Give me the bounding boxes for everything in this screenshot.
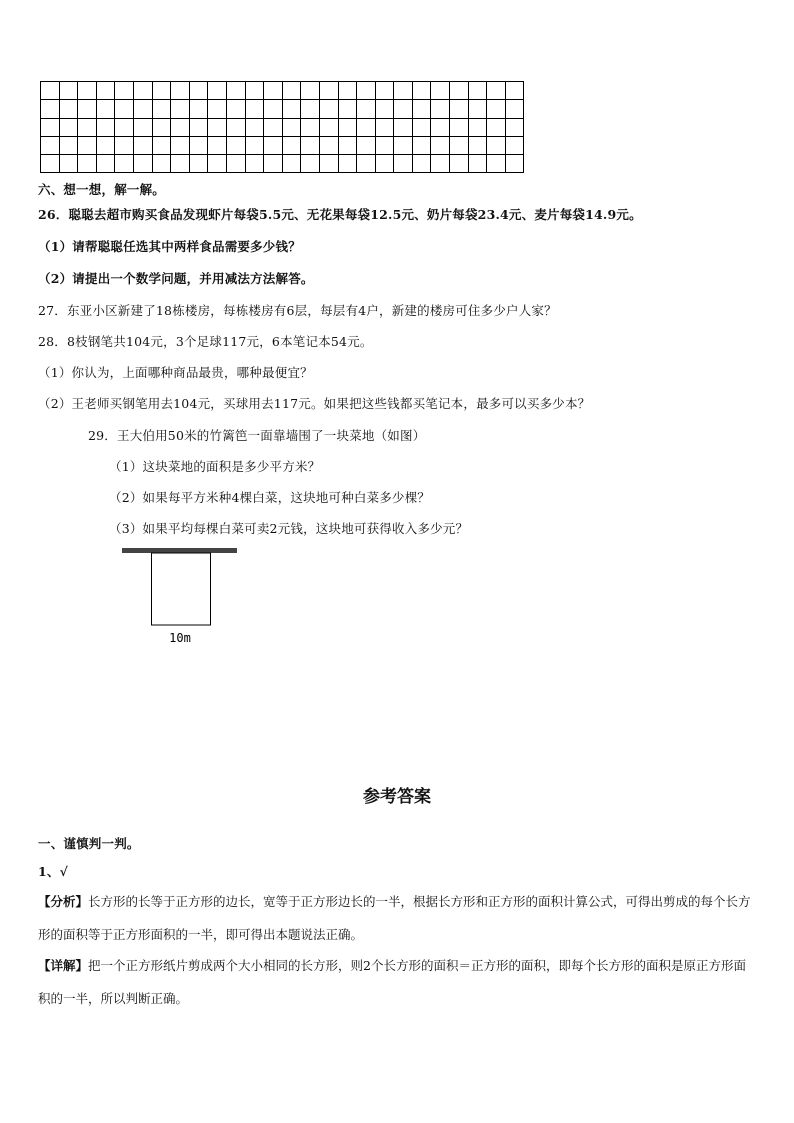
grid-cell (189, 82, 208, 100)
grid-cell (319, 82, 338, 100)
grid-cell (171, 100, 190, 118)
grid-cell (505, 136, 524, 154)
grid-cell (171, 82, 190, 100)
grid-cell (375, 155, 394, 173)
grid-cell (375, 100, 394, 118)
grid-cell (431, 82, 450, 100)
grid-cell (450, 118, 469, 136)
question-26-part-1: （1）请帮聪聪任选其中两样食品需要多少钱？ (38, 239, 301, 254)
grid-cell (338, 100, 357, 118)
grid-cell (505, 118, 524, 136)
grid-cell (431, 155, 450, 173)
grid-cell (96, 118, 115, 136)
grid-cell (189, 100, 208, 118)
grid-cell (468, 155, 487, 173)
grid-cell (487, 155, 506, 173)
grid-cell (264, 155, 283, 173)
grid-cell (412, 136, 431, 154)
grid-cell (152, 118, 171, 136)
analysis-text: 长方形的长等于正方形的边长，宽等于正方形边长的一半，根据长方形和正方形的面积计算公式，可得出剪成的每个长方形的面积等于正方形面积的一半，即可得出本题说法正确。 (38, 894, 751, 942)
grid-cell (208, 82, 227, 100)
grid-cell (450, 136, 469, 154)
grid-cell (450, 82, 469, 100)
grid-cell (59, 100, 78, 118)
grid-cell (468, 82, 487, 100)
question-29-part-2: （2）如果每平方米种4棵白菜，这块地可种白菜多少棵？ (109, 490, 431, 505)
grid-cell (133, 82, 152, 100)
grid-cell (41, 82, 60, 100)
grid-cell (468, 100, 487, 118)
grid-row (41, 118, 524, 136)
grid-cell (189, 118, 208, 136)
grid-cell (226, 118, 245, 136)
grid-cell (115, 118, 134, 136)
grid-cell (412, 82, 431, 100)
grid-cell (412, 155, 431, 173)
detail-paragraph (38, 949, 758, 1015)
grid-cell (375, 82, 394, 100)
grid-cell (301, 136, 320, 154)
question-28-part-1: （1）你认为，上面哪种商品最贵，哪种最便宜？ (38, 365, 313, 380)
grid-row (41, 100, 524, 118)
grid-cell (245, 100, 264, 118)
grid-cell (59, 136, 78, 154)
grid-cell (450, 100, 469, 118)
grid-cell (282, 118, 301, 136)
question-28: 28．8枝钢笔共104元，3个足球117元，6本笔记本54元。 (38, 334, 373, 349)
grid-cell (115, 82, 134, 100)
grid-row (41, 82, 524, 100)
wall (122, 548, 237, 553)
grid-cell (301, 100, 320, 118)
grid-cell (41, 136, 60, 154)
question-27: 27．东亚小区新建了18栋楼房，每栋楼房有6层，每层有4户，新建的楼房可住多少户人家？ (38, 303, 557, 318)
grid-cell (505, 82, 524, 100)
grid-cell (152, 136, 171, 154)
grid-cell (487, 82, 506, 100)
grid-cell (431, 118, 450, 136)
grid-cell (394, 100, 413, 118)
fence-rectangle (152, 553, 211, 625)
grid-cell (338, 82, 357, 100)
question-28-part-2: （2）王老师买钢笔用去104元，买球用去117元。如果把这些钱都买笔记本，最多可以买多少本？ (38, 396, 591, 411)
grid-cell (431, 100, 450, 118)
grid-cell (152, 155, 171, 173)
grid-cell (301, 118, 320, 136)
grid-cell (357, 136, 376, 154)
grid-cell (412, 118, 431, 136)
grid-cell (78, 82, 97, 100)
grid-cell (319, 155, 338, 173)
grid-row (41, 155, 524, 173)
grid-cell (41, 100, 60, 118)
grid-cell (338, 118, 357, 136)
grid-cell (487, 118, 506, 136)
detail-tag: 【详解】 (38, 958, 89, 973)
grid-cell (468, 136, 487, 154)
grid-cell (226, 100, 245, 118)
grid-cell (208, 155, 227, 173)
grid-cell (226, 136, 245, 154)
grid-cell (226, 82, 245, 100)
grid-cell (505, 155, 524, 173)
grid-cell (394, 136, 413, 154)
grid-cell (264, 136, 283, 154)
grid-cell (133, 118, 152, 136)
grid-cell (152, 100, 171, 118)
grid-cell (189, 136, 208, 154)
grid-cell (208, 118, 227, 136)
grid-cell (319, 136, 338, 154)
grid-cell (282, 136, 301, 154)
grid-row (41, 136, 524, 154)
grid-cell (133, 155, 152, 173)
grid-cell (78, 118, 97, 136)
grid-cell (505, 100, 524, 118)
grid-cell (357, 82, 376, 100)
grid-cell (319, 100, 338, 118)
grid-cell (208, 136, 227, 154)
grid-cell (96, 100, 115, 118)
grid-cell (41, 155, 60, 173)
grid-cell (338, 155, 357, 173)
grid-cell (468, 118, 487, 136)
analysis-tag: 【分析】 (38, 894, 89, 909)
grid-cell (96, 136, 115, 154)
grid-cell (59, 118, 78, 136)
grid-cell (245, 118, 264, 136)
grid-cell (171, 136, 190, 154)
grid-cell (282, 82, 301, 100)
detail-text: 把一个正方形纸片剪成两个大小相同的长方形，则2个长方形的面积＝正方形的面积，即每个长方形的面积是原正方形面积的一半，所以判断正确。 (38, 958, 746, 1006)
answer-item-1: 1、√ (38, 864, 69, 879)
grid-cell (59, 82, 78, 100)
section-six-heading: 六、想一想，解一解。 (38, 182, 166, 197)
grid-cell (375, 118, 394, 136)
grid-cell (487, 136, 506, 154)
grid-cell (189, 155, 208, 173)
grid-cell (394, 155, 413, 173)
grid-cell (133, 136, 152, 154)
grid-cell (208, 100, 227, 118)
grid-cell (171, 118, 190, 136)
grid-cell (115, 136, 134, 154)
grid-cell (78, 155, 97, 173)
grid-cell (282, 100, 301, 118)
grid-cell (394, 82, 413, 100)
grid-cell (301, 82, 320, 100)
grid-cell (319, 118, 338, 136)
grid-cell (301, 155, 320, 173)
analysis-paragraph (38, 885, 758, 951)
grid-cell (152, 82, 171, 100)
grid-cell (59, 155, 78, 173)
answer-grid (40, 81, 524, 173)
grid-cell (412, 100, 431, 118)
grid-cell (115, 155, 134, 173)
grid-cell (226, 155, 245, 173)
grid-cell (133, 100, 152, 118)
grid-cell (357, 100, 376, 118)
grid-cell (357, 155, 376, 173)
grid-cell (245, 136, 264, 154)
grid-cell (245, 155, 264, 173)
grid-cell (96, 155, 115, 173)
grid-cell (264, 82, 283, 100)
answer-section-one: 一、谨慎判一判。 (38, 836, 140, 851)
grid-cell (96, 82, 115, 100)
grid-cell (78, 100, 97, 118)
grid-cell (357, 118, 376, 136)
question-29: 29．王大伯用50米的竹篱笆一面靠墙围了一块菜地（如图） (88, 428, 426, 443)
grid-cell (338, 136, 357, 154)
grid-cell (282, 155, 301, 173)
grid-cell (115, 100, 134, 118)
grid-cell (41, 118, 60, 136)
question-29-part-3: （3）如果平均每棵白菜可卖2元钱，这块地可获得收入多少元？ (109, 521, 469, 536)
grid-cell (245, 82, 264, 100)
question-26: 26．聪聪去超市购买食品发现虾片每袋5.5元、无花果每袋12.5元、奶片每袋23.4元、麦片每袋14.9元。 (38, 207, 642, 222)
vegetable-plot-figure (120, 546, 250, 650)
grid-cell (375, 136, 394, 154)
grid-cell (264, 118, 283, 136)
answer-key-title: 参考答案 (363, 787, 431, 807)
grid-cell (394, 118, 413, 136)
grid-cell (450, 155, 469, 173)
question-29-part-1: （1）这块菜地的面积是多少平方米？ (109, 459, 321, 474)
question-26-part-2: （2）请提出一个数学问题，并用减法方法解答。 (38, 271, 314, 286)
grid-cell (487, 100, 506, 118)
grid-cell (171, 155, 190, 173)
width-label: 10m (169, 631, 191, 645)
grid-cell (78, 136, 97, 154)
grid-cell (264, 100, 283, 118)
grid-cell (431, 136, 450, 154)
